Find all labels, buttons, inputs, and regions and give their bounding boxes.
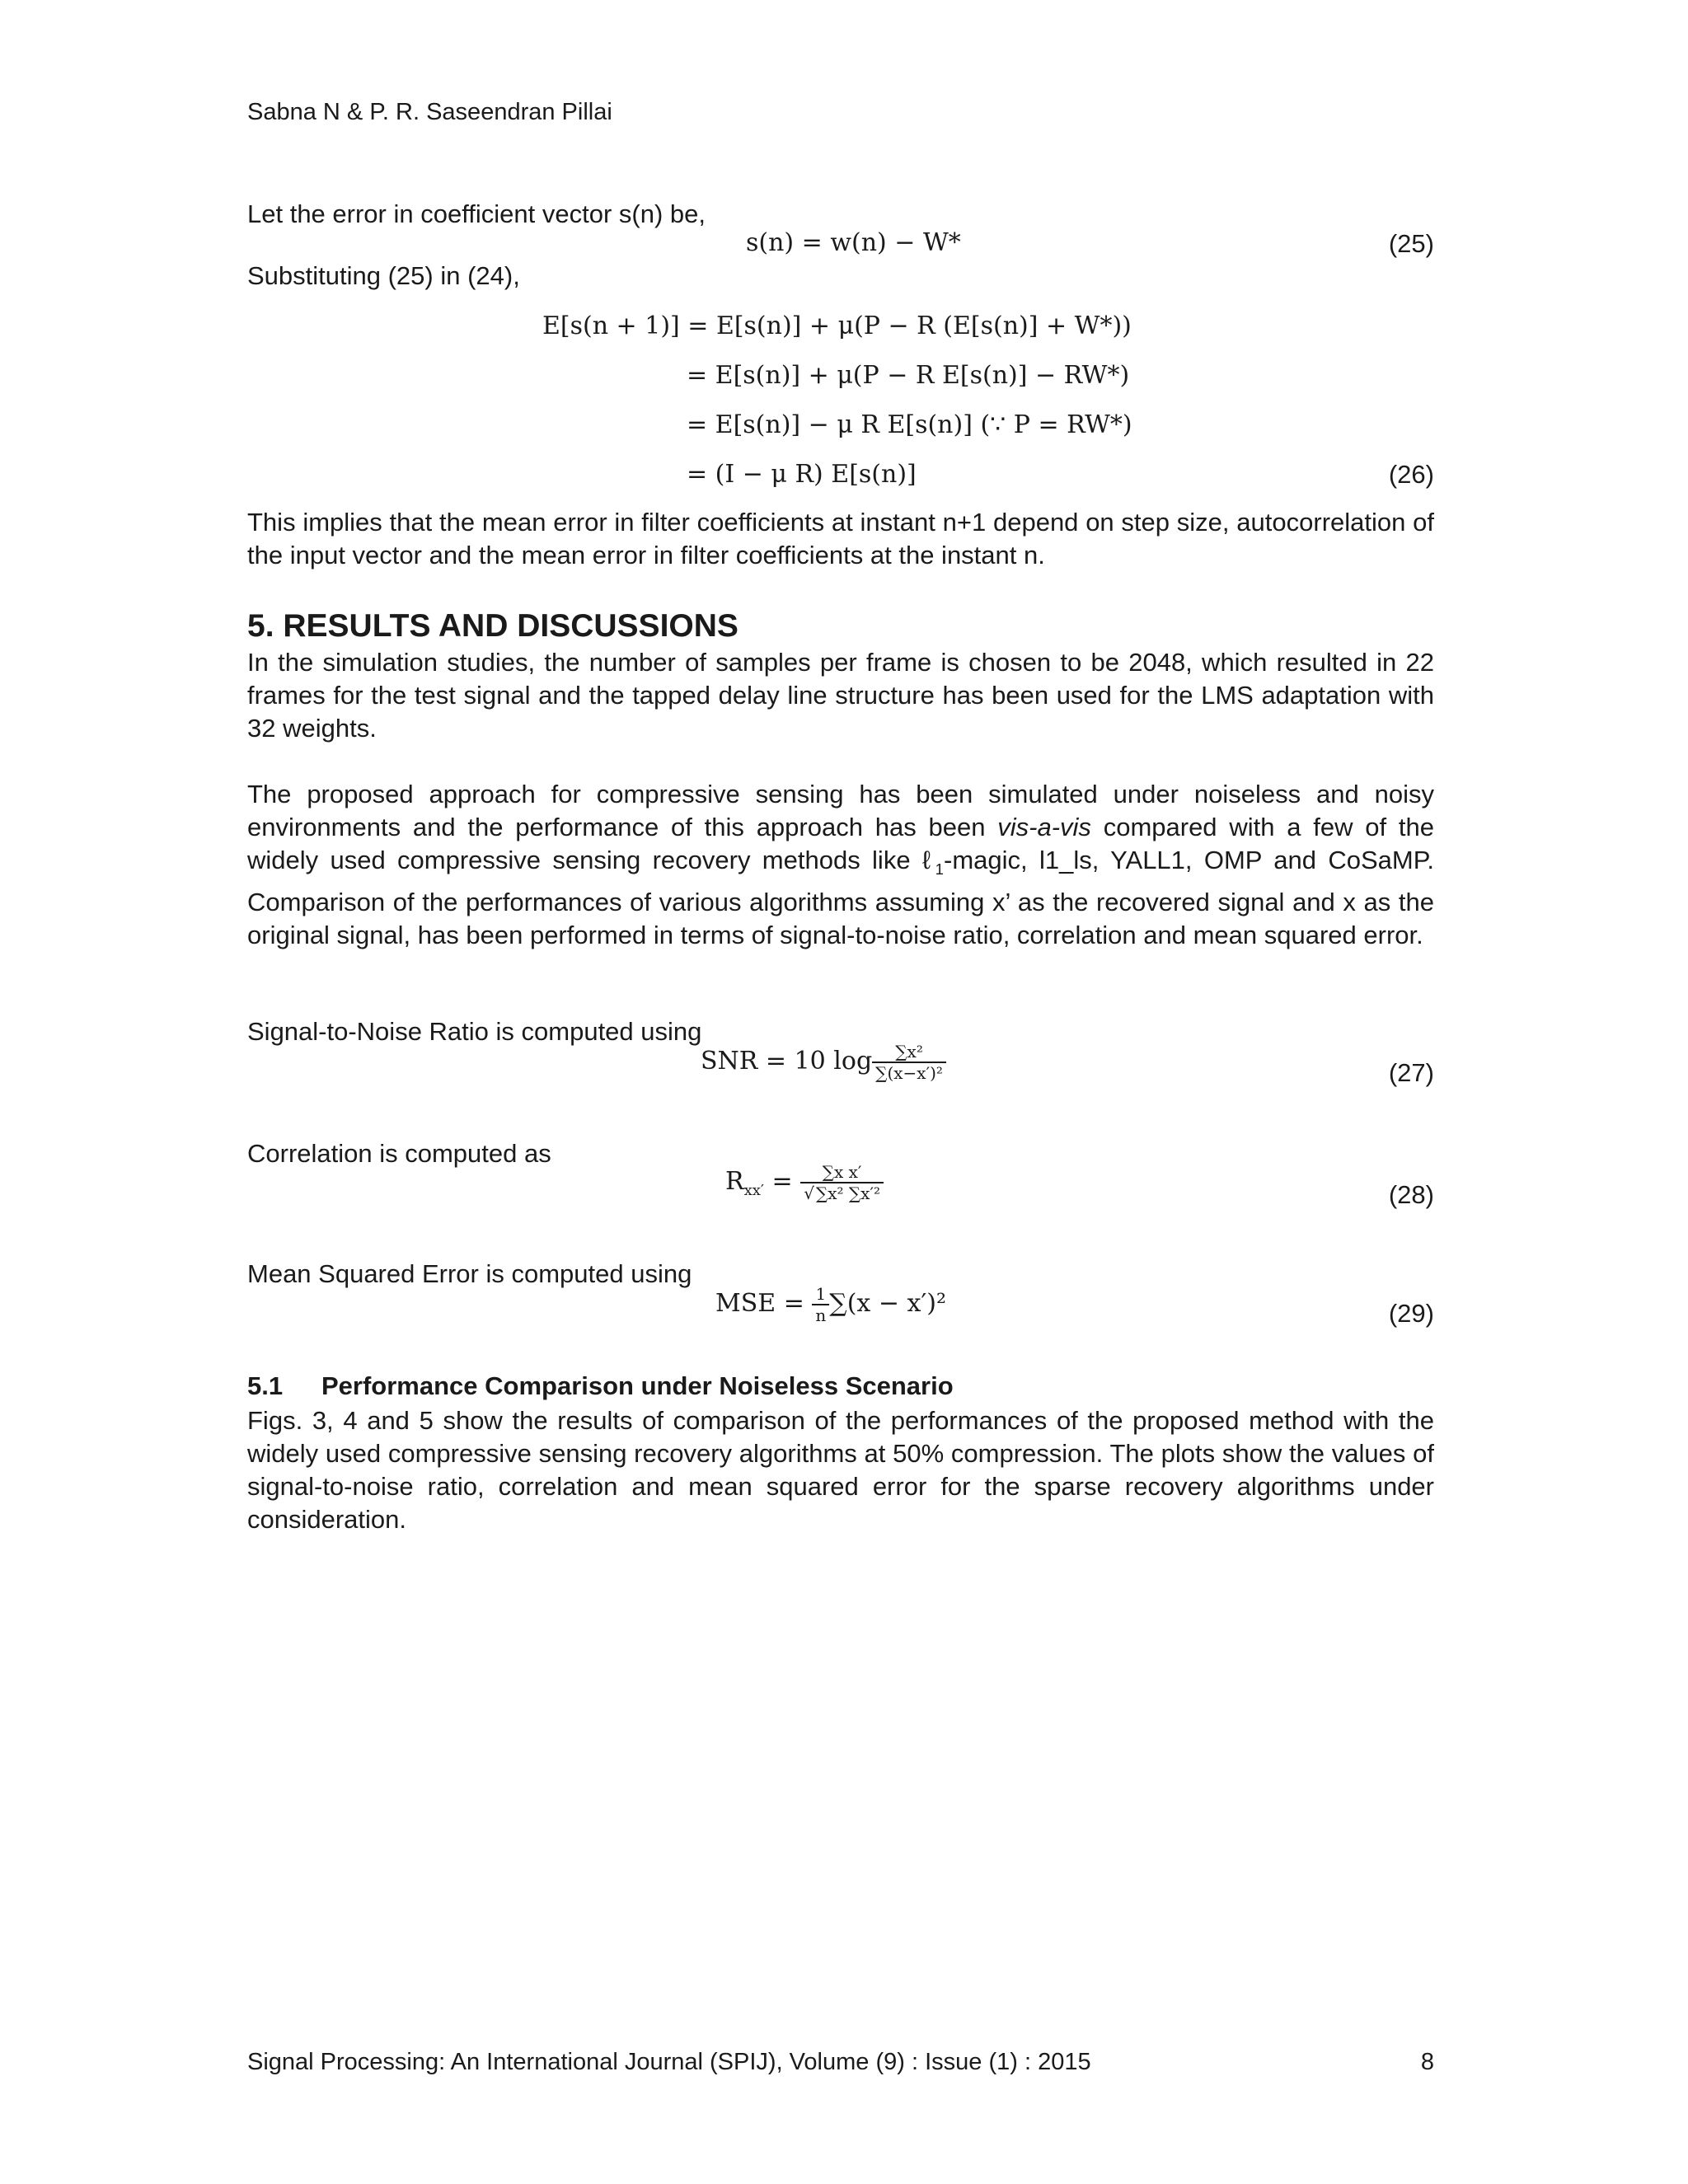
equation-number-29: (29)	[1388, 1299, 1434, 1328]
equation-27: SNR = 10 log $\frac{\text{∑x²}}{\text{∑(x−x′)²}}$	[701, 1042, 946, 1083]
paragraph-simulation: In the simulation studies, the number of samples per frame is chosen to be 2048, which resulted in 22 frames for the test signal and the tapped delay line structure has been used for the LMS adaptation with 32 weights.	[247, 648, 1434, 743]
page-number: 8	[1420, 2049, 1434, 2075]
paragraph-noiseless: Figs. 3, 4 and 5 show the results of comparison of the performances of the proposed method with the widely used compressive sensing recovery algorithms at 50% compression. The plots show the values of signal-to-noise ratio, correlation and mean squared error for the sparse recovery algorithms under consideration.	[247, 1406, 1434, 1534]
intro-line: Let the error in coefficient vector s(n) be,	[247, 199, 706, 228]
correlation-intro: Correlation is computed as	[247, 1139, 551, 1168]
equation-25: s(n) = w(n) − W*	[746, 228, 961, 257]
section-5-heading: 5. RESULTS AND DISCUSSIONS	[247, 608, 738, 644]
equation-number-26: (26)	[1388, 460, 1434, 489]
equation-26-line-3: = E[s(n)] − μ R E[s(n)] (∵ P = RW*)	[687, 410, 1132, 439]
equation-number-28: (28)	[1388, 1180, 1434, 1209]
equation-number-27: (27)	[1388, 1058, 1434, 1087]
snr-intro: Signal-to-Noise Ratio is computed using	[247, 1017, 702, 1046]
equation-28: $R_{xx'}$ = $\frac{\text{∑x x′}}{\text{√ ∑x² ∑x′²}}$	[725, 1162, 884, 1207]
running-header: Sabna N & P. R. Saseendran Pillai	[247, 99, 612, 125]
equation-number-25: (25)	[1388, 229, 1434, 258]
section-5-1-heading: 5.1 Performance Comparison under Noiseless Scenario	[247, 1371, 954, 1400]
substituting-line: Substituting (25) in (24),	[247, 261, 520, 290]
paragraph-approach: The proposed approach for compressive sensing has been simulated under noiseless and noisy environments and the performance of this approach has been vis-a-vis compared with a few of the widely used compressive sensing recovery methods like ℓ$_1$-magic, l1_ls, YALL1, OMP and CoSaMP. Comparison of the performances of various algorithms assuming x’ as the recovered signal and x as the original signal, has been performed in terms of signal-to-noise ratio, correlation and mean squared error.	[247, 780, 1435, 950]
equation-26-line-1: E[s(n + 1)] = E[s(n)] + μ(P − R (E[s(n)] + W*))	[542, 312, 1132, 340]
implies-paragraph: This implies that the mean error in filter coefficients at instant n+1 depend on step size, autocorrelation of the input vector and the mean error in filter coefficients at the instant n.	[247, 508, 1434, 569]
journal-footer: Signal Processing: An International Journal (SPIJ), Volume (9) : Issue (1) : 2015	[247, 2049, 1091, 2075]
equation-26-line-2: = E[s(n)] + μ(P − R E[s(n)] − RW*)	[687, 361, 1130, 390]
mse-intro: Mean Squared Error is computed using	[247, 1259, 692, 1288]
equation-26-line-4: = (I − μ R) E[s(n)]	[687, 460, 917, 489]
equation-29: MSE = $\frac{1}{n}$ ∑(x − x′)²	[715, 1284, 946, 1325]
